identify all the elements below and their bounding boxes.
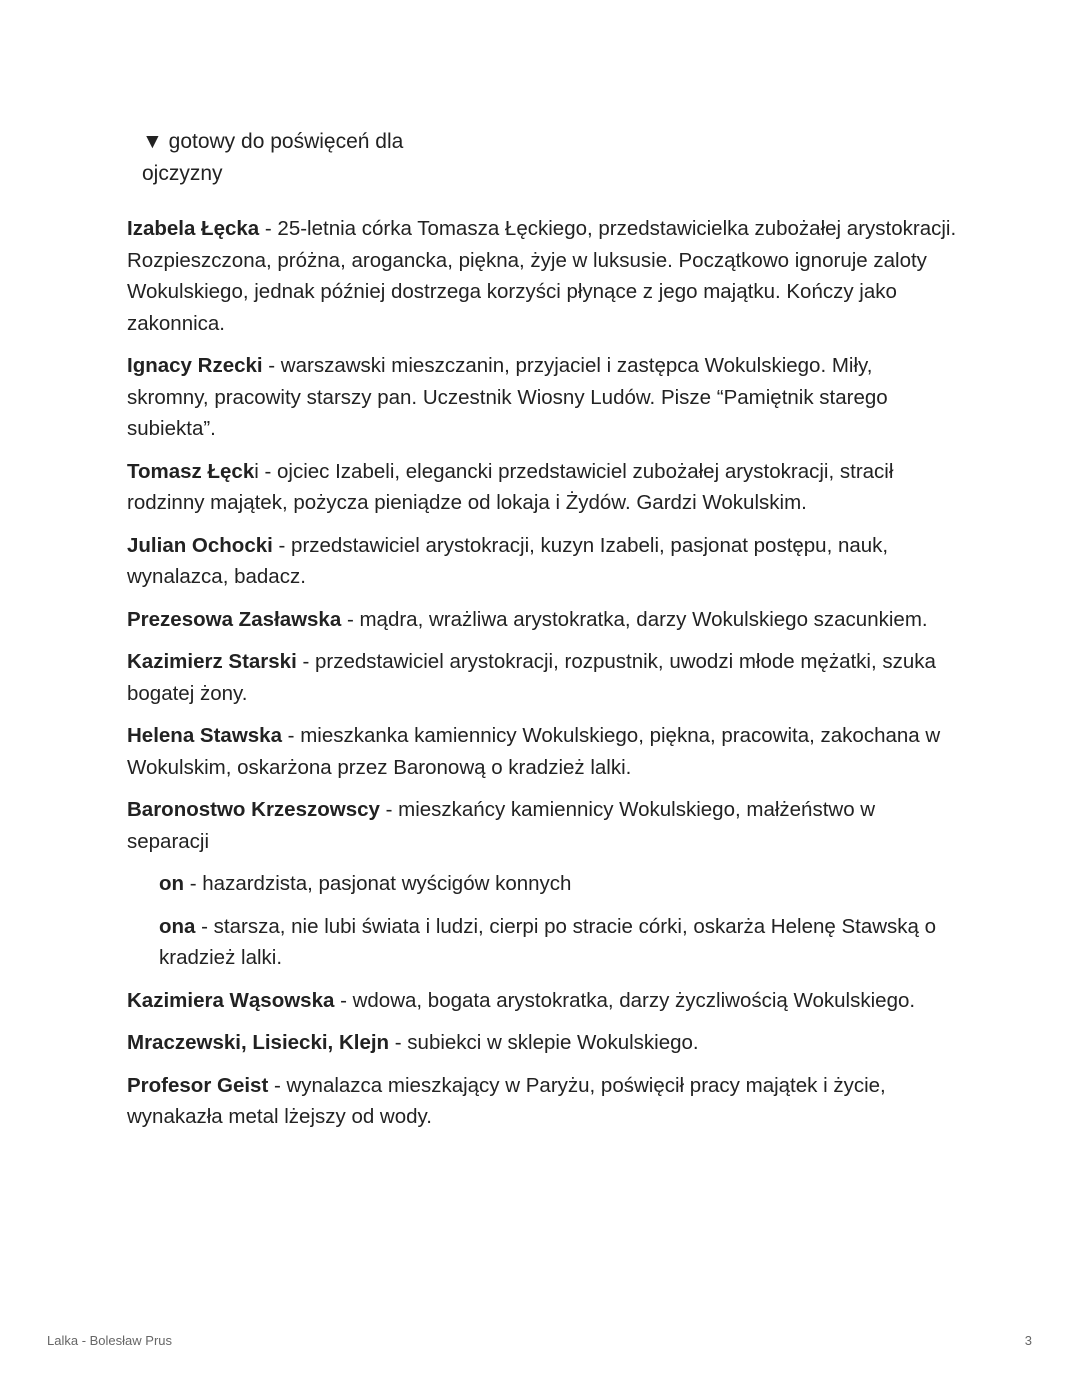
character-name: ona <box>159 914 196 938</box>
character-entry <box>127 213 957 339</box>
character-name: Mraczewski, Lisiecki, Klejn <box>127 1031 390 1054</box>
page-number: 3 <box>1024 1333 1032 1348</box>
character-entry <box>127 1070 957 1133</box>
character-description: i - ojciec Izabeli, elegancki przedstawiciel zubożałej arystokracji, stracił rodzinny majątek, pożycza pieniądze od lokaja i Żydów. Gardzi Wokulskim. <box>127 459 894 514</box>
character-name: Ignacy Rzecki <box>127 354 263 377</box>
character-description: - wynalazca mieszkający w Paryżu, poświęcił pracy majątek i życie, wynakazła metal lżejszy od wody. <box>127 1073 886 1128</box>
triangle-bullet-icon: ▼ <box>142 130 163 153</box>
character-description: - starsza, nie lubi świata i ludzi, cierpi po stracie córki, oskarża Helenę Stawską o kradzież lalki. <box>159 914 937 969</box>
character-description: - subiekci w sklepie Wokulskiego. <box>389 1031 699 1054</box>
character-entry <box>127 530 957 593</box>
character-description: - 25-letnia córka Tomasza Łęckiego, przedstawicielka zubożałej arystokracji. Rozpieszczona, próżna, arogancka, piękna, żyje w luksusie. Początkowo ignoruje zaloty Wokulskiego, jednak później dostrzega korzyści płynące z jego majątku. Kończy jako zakonnica. <box>127 217 957 335</box>
character-description: - mieszkanka kamiennicy Wokulskiego, piękna, pracowita, zakochana w Wokulskim, oskarżona przez Baronową o kradzież lalki. <box>127 724 941 779</box>
character-name: Baronostwo Krzeszowscy <box>127 798 380 821</box>
footer-title: Lalka - Bolesław Prus <box>47 1333 172 1348</box>
character-entry <box>127 456 957 519</box>
character-entry <box>127 350 957 445</box>
character-name: Kazimiera Wąsowska <box>127 988 335 1012</box>
character-description: - przedstawiciel arystokracji, kuzyn Izabeli, pasjonat postępu, nauk, wynalazca, badacz. <box>127 533 889 588</box>
character-entry <box>127 646 957 709</box>
character-name: Julian Ochocki <box>127 533 273 557</box>
character-name: Tomasz Łęck <box>127 459 255 483</box>
character-description: - hazardzista, pasjonat wyścigów konnych <box>184 872 572 895</box>
bullet-point <box>142 126 442 190</box>
character-name: on <box>159 872 185 895</box>
character-entry <box>127 985 957 1017</box>
character-entry <box>127 794 957 857</box>
character-description: - przedstawiciel arystokracji, rozpustnik, uwodzi młode mężatki, szuka bogatej żony. <box>127 650 936 705</box>
character-entry <box>127 720 957 783</box>
character-description: - warszawski mieszczanin, przyjaciel i zastępca Wokulskiego. Miły, skromny, pracowity starszy pan. Uczestnik Wiosny Ludów. Pisze “Pamiętnik starego subiekta”. <box>127 354 888 440</box>
character-sub-entry <box>159 868 957 900</box>
character-name: Kazimierz Starski <box>127 650 297 673</box>
bullet-text: gotowy do poświęceń dla ojczyzny <box>142 130 404 185</box>
character-name: Prezesowa Zasławska <box>127 607 342 631</box>
character-sub-entry <box>159 911 957 974</box>
character-list <box>127 213 957 1144</box>
character-name: Izabela Łęcka <box>127 217 260 240</box>
character-description: - mądra, wrażliwa arystokratka, darzy Wokulskiego szacunkiem. <box>341 607 928 631</box>
character-entry <box>127 1027 957 1059</box>
character-entry <box>127 604 957 636</box>
character-name: Helena Stawska <box>127 724 282 747</box>
character-description: - wdowa, bogata arystokratka, darzy życzliwością Wokulskiego. <box>334 988 916 1012</box>
character-name: Profesor Geist <box>127 1073 269 1097</box>
character-description: - mieszkańcy kamiennicy Wokulskiego, małżeństwo w separacji <box>127 798 876 853</box>
